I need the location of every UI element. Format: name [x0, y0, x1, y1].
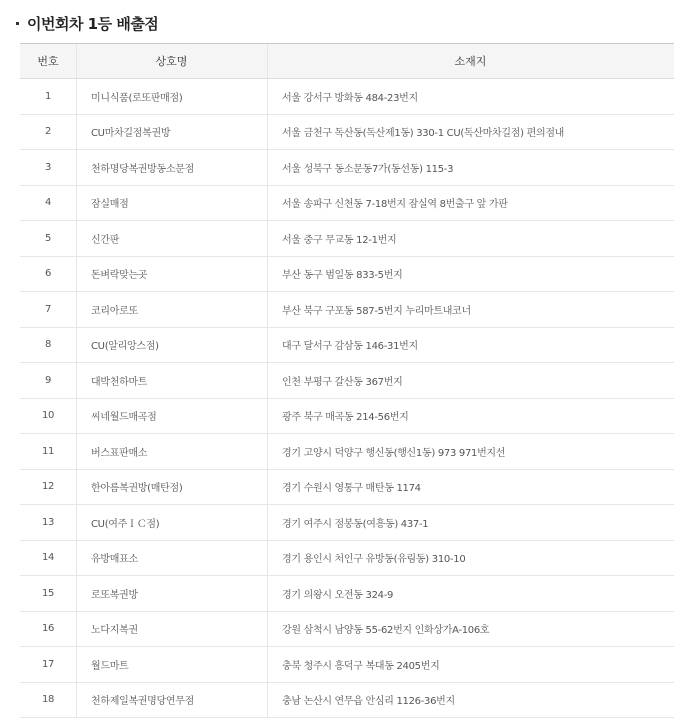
store-address: 경기 의왕시 오전동 324-9: [268, 576, 675, 612]
store-name: 대박천하마트: [77, 363, 268, 399]
store-name: 버스표판매소: [77, 434, 268, 470]
table-row: [20, 682, 674, 718]
table-row: [20, 79, 674, 115]
table-row: [20, 185, 674, 221]
column-header-address: 소재지: [268, 44, 675, 79]
store-name: 월드마트: [77, 647, 268, 683]
table-row: [20, 611, 674, 647]
store-name: CU(알리앙스점): [77, 327, 268, 363]
store-address: 서울 중구 무교동 12-1번지: [268, 221, 675, 257]
row-number: 9: [20, 363, 77, 399]
store-name: 잠실매점: [77, 185, 268, 221]
row-number: 1: [20, 79, 77, 115]
row-number: 12: [20, 469, 77, 505]
store-name: 유방매표소: [77, 540, 268, 576]
table-row: [20, 576, 674, 612]
table-row: [20, 647, 674, 683]
column-header-name: 상호명: [77, 44, 268, 79]
row-number: 2: [20, 114, 77, 150]
row-number: 18: [20, 682, 77, 718]
winning-stores-table: [20, 43, 674, 718]
store-address: 대구 달서구 감삼동 146-31번지: [268, 327, 675, 363]
table-row: [20, 256, 674, 292]
table-row: [20, 221, 674, 257]
store-address: 부산 북구 구포동 587-5번지 누리마트내코너: [268, 292, 675, 328]
store-address: 경기 고양시 덕양구 행신동(행신1동) 973 971번지선: [268, 434, 675, 470]
column-header-no: 번호: [20, 44, 77, 79]
store-name: 돈벼락맞는곳: [77, 256, 268, 292]
row-number: 8: [20, 327, 77, 363]
table-row: [20, 540, 674, 576]
store-address: 경기 용인시 처인구 유방동(유림동) 310-10: [268, 540, 675, 576]
table-row: [20, 327, 674, 363]
row-number: 7: [20, 292, 77, 328]
store-address: 경기 수원시 영통구 매탄동 1174: [268, 469, 675, 505]
store-name: CU(여주ＩＣ점): [77, 505, 268, 541]
store-name: 천하명당복권방동소문점: [77, 150, 268, 186]
store-address: 경기 여주시 점봉동(여흥동) 437-1: [268, 505, 675, 541]
table-row: [20, 114, 674, 150]
row-number: 3: [20, 150, 77, 186]
row-number: 10: [20, 398, 77, 434]
row-number: 11: [20, 434, 77, 470]
row-number: 13: [20, 505, 77, 541]
store-name: 천하제일복권명당연무점: [77, 682, 268, 718]
store-name: 로또복권방: [77, 576, 268, 612]
row-number: 17: [20, 647, 77, 683]
store-address: 인천 부평구 갈산동 367번지: [268, 363, 675, 399]
table-row: [20, 363, 674, 399]
row-number: 6: [20, 256, 77, 292]
table-row: [20, 150, 674, 186]
store-address: 광주 북구 매곡동 214-56번지: [268, 398, 675, 434]
store-name: 미니식품(로또판매점): [77, 79, 268, 115]
store-address: 서울 송파구 신천동 7-18번지 잠실역 8번출구 앞 가판: [268, 185, 675, 221]
store-address: 부산 동구 범일동 833-5번지: [268, 256, 675, 292]
store-address: 충남 논산시 연무읍 안심리 1126-36번지: [268, 682, 675, 718]
store-address: 서울 강서구 방화동 484-23번지: [268, 79, 675, 115]
row-number: 5: [20, 221, 77, 257]
row-number: 4: [20, 185, 77, 221]
row-number: 14: [20, 540, 77, 576]
table-header-row: [20, 44, 674, 79]
store-name: 한아름복권방(매탄점): [77, 469, 268, 505]
store-name: 노다지복권: [77, 611, 268, 647]
store-name: 씨네월드매곡점: [77, 398, 268, 434]
store-name: CU마차길점복권방: [77, 114, 268, 150]
store-address: 충북 청주시 흥덕구 복대동 2405번지: [268, 647, 675, 683]
store-name: 신간판: [77, 221, 268, 257]
store-name: 코리아로또: [77, 292, 268, 328]
bullet-icon: [16, 22, 19, 25]
store-address: 서울 금천구 독산동(독산제1동) 330-1 CU(독산마차길점) 편의점내: [268, 114, 675, 150]
table-row: [20, 505, 674, 541]
table-body: [20, 79, 674, 718]
section-title: 이번회차 1등 배출점: [27, 14, 159, 33]
section-heading: [16, 12, 158, 34]
row-number: 15: [20, 576, 77, 612]
table-row: [20, 434, 674, 470]
store-address: 강원 삼척시 남양동 55-62번지 인화상가A-106호: [268, 611, 675, 647]
table-row: [20, 292, 674, 328]
table-row: [20, 398, 674, 434]
store-address: 서울 성북구 동소문동7가(동선동) 115-3: [268, 150, 675, 186]
row-number: 16: [20, 611, 77, 647]
table-row: [20, 469, 674, 505]
